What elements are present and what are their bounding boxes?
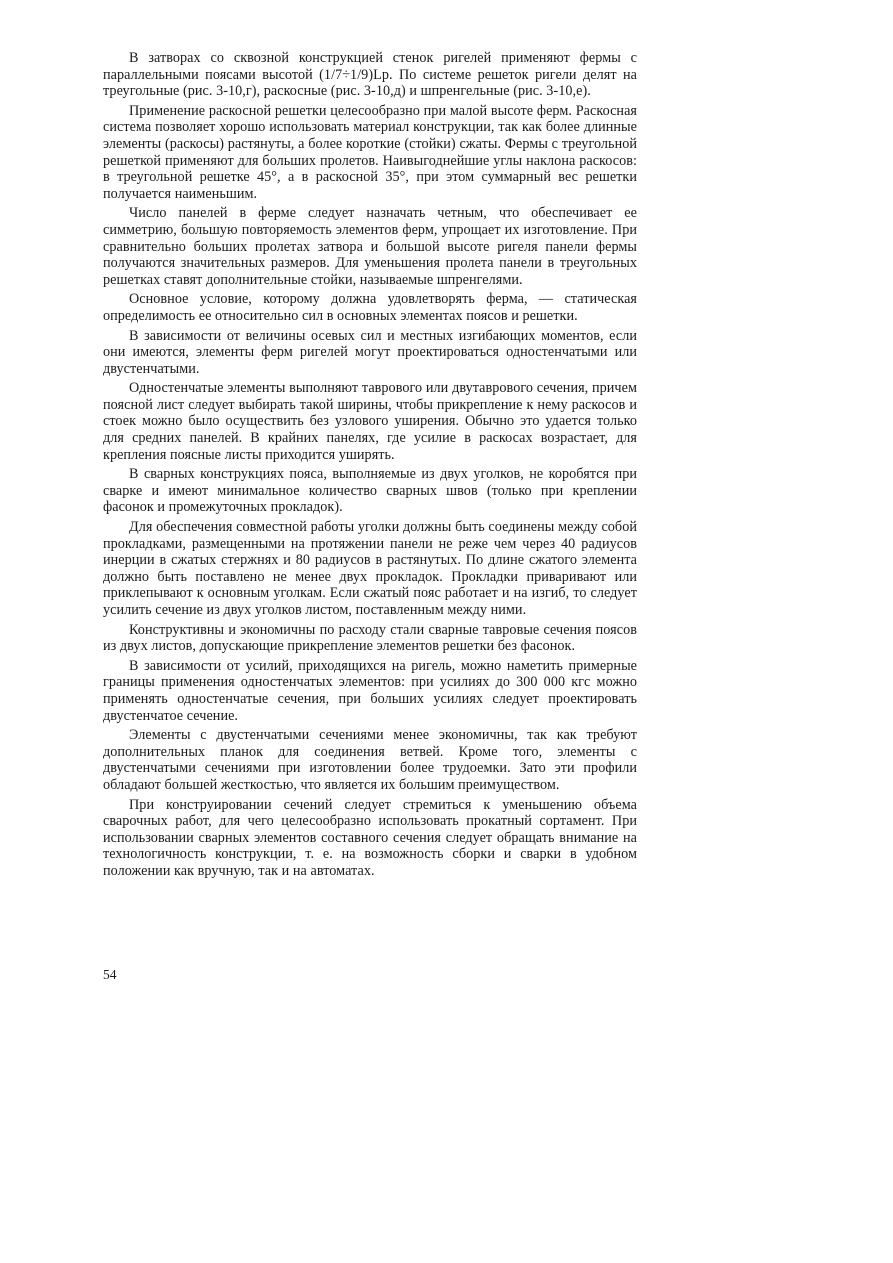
paragraph-2: Применение раскосной решетки целесообразно при малой высоте ферм. Раскосная система позволяет хорошо использовать материал конструкции, так как более длинные элементы (раскосы) растянуты, а более короткие (стойки) сжаты. Фермы с треугольной решеткой применяют для больших пролетов. Наивыгоднейшие углы наклона раскосов: в треугольной решетке 45°, а в раскосной 35°, при этом суммарный вес решетки получается наименьшим. (103, 102, 637, 202)
main-text-body (103, 50, 637, 883)
paragraph-6: Одностенчатые элементы выполняют таврового или двутаврового сечения, причем поясной лист следует выбирать такой ширины, чтобы прикрепление к нему раскосов и стоек можно было осуществить без узлового уширения. Обычно это удается только для средних панелей. В крайних панелях, где усилие в раскосах возрастает, для крепления поясные листы приходится уширять. (103, 380, 637, 463)
paragraph-5: В зависимости от величины осевых сил и местных изгибающих моментов, если они имеются, элементы ферм ригелей могут проектироваться одностенчатыми или двустенчатыми. (103, 327, 637, 377)
paragraph-9: Конструктивны и экономичны по расходу стали сварные тавровые сечения поясов из двух листов, допускающие прикрепление элементов решетки без фасонок. (103, 621, 637, 655)
paragraph-1: В затворах со сквозной конструкцией стенок ригелей применяют фермы с параллельными поясами высотой (1/7÷1/9)Lр. По системе решеток ригели делят на треугольные (рис. 3-10,г), раскосные (рис. 3-10,д) и шпренгельные (рис. 3-10,е). (103, 50, 637, 100)
paragraph-8: Для обеспечения совместной работы уголки должны быть соединены между собой прокладками, размещенными на протяжении панели не реже чем через 40 радиусов инерции в сжатых стержнях и 80 радиусов в растянутых. По длине сжатого элемента должно быть поставлено не менее двух прокладок. Прокладки приваривают или приклепывают к основным уголкам. Если сжатый пояс работает и на изгиб, то следует усилить сечение из двух уголков листом, поставленным между ними. (103, 519, 637, 618)
paragraph-4: Основное условие, которому должна удовлетворять ферма, — статическая определимость ее относительно сил в основных элементах поясов и решетки. (103, 291, 637, 324)
paragraph-3: Число панелей в ферме следует назначать четным, что обеспечивает ее симметрию, большую повторяемость элементов ферм, упрощает их изготовление. При сравнительно больших пролетах затвора и большой высоте ригеля панели фермы получаются значительных размеров. Для уменьшения пролета панели в треугольных решетках ставят дополнительные стойки, называемые шпренгелями. (103, 205, 637, 288)
paragraph-12: При конструировании сечений следует стремиться к уменьшению объема сварочных работ, для чего целесообразно использовать прокатный сортамент. При использовании сварных элементов составного сечения следует обращать внимание на технологичность конструкции, т. е. на возможность сборки и сварки в удобном положении как вручную, так и на автоматах. (103, 796, 637, 879)
paragraph-11: Элементы с двустенчатыми сечениями менее экономичны, так как требуют дополнительных планок для соединения ветвей. Кроме того, элементы с двустенчатыми сечениями при изготовлении более трудоемки. Зато эти профили обладают большей жесткостью, что является их большим преимуществом. (103, 727, 637, 793)
paragraph-7: В сварных конструкциях пояса, выполняемые из двух уголков, не коробятся при сварке и имеют минимальное количество сварных швов (только при креплении фасонок и промежуточных прокладок). (103, 466, 637, 516)
paragraph-10: В зависимости от усилий, приходящихся на ригель, можно наметить примерные границы применения одностенчатых элементов: при усилиях до 300 000 кгс можно применять одностенчатые сечения, при больших усилиях следует проектировать двустенчатое сечение. (103, 657, 637, 724)
page-number: 54 (103, 967, 117, 982)
